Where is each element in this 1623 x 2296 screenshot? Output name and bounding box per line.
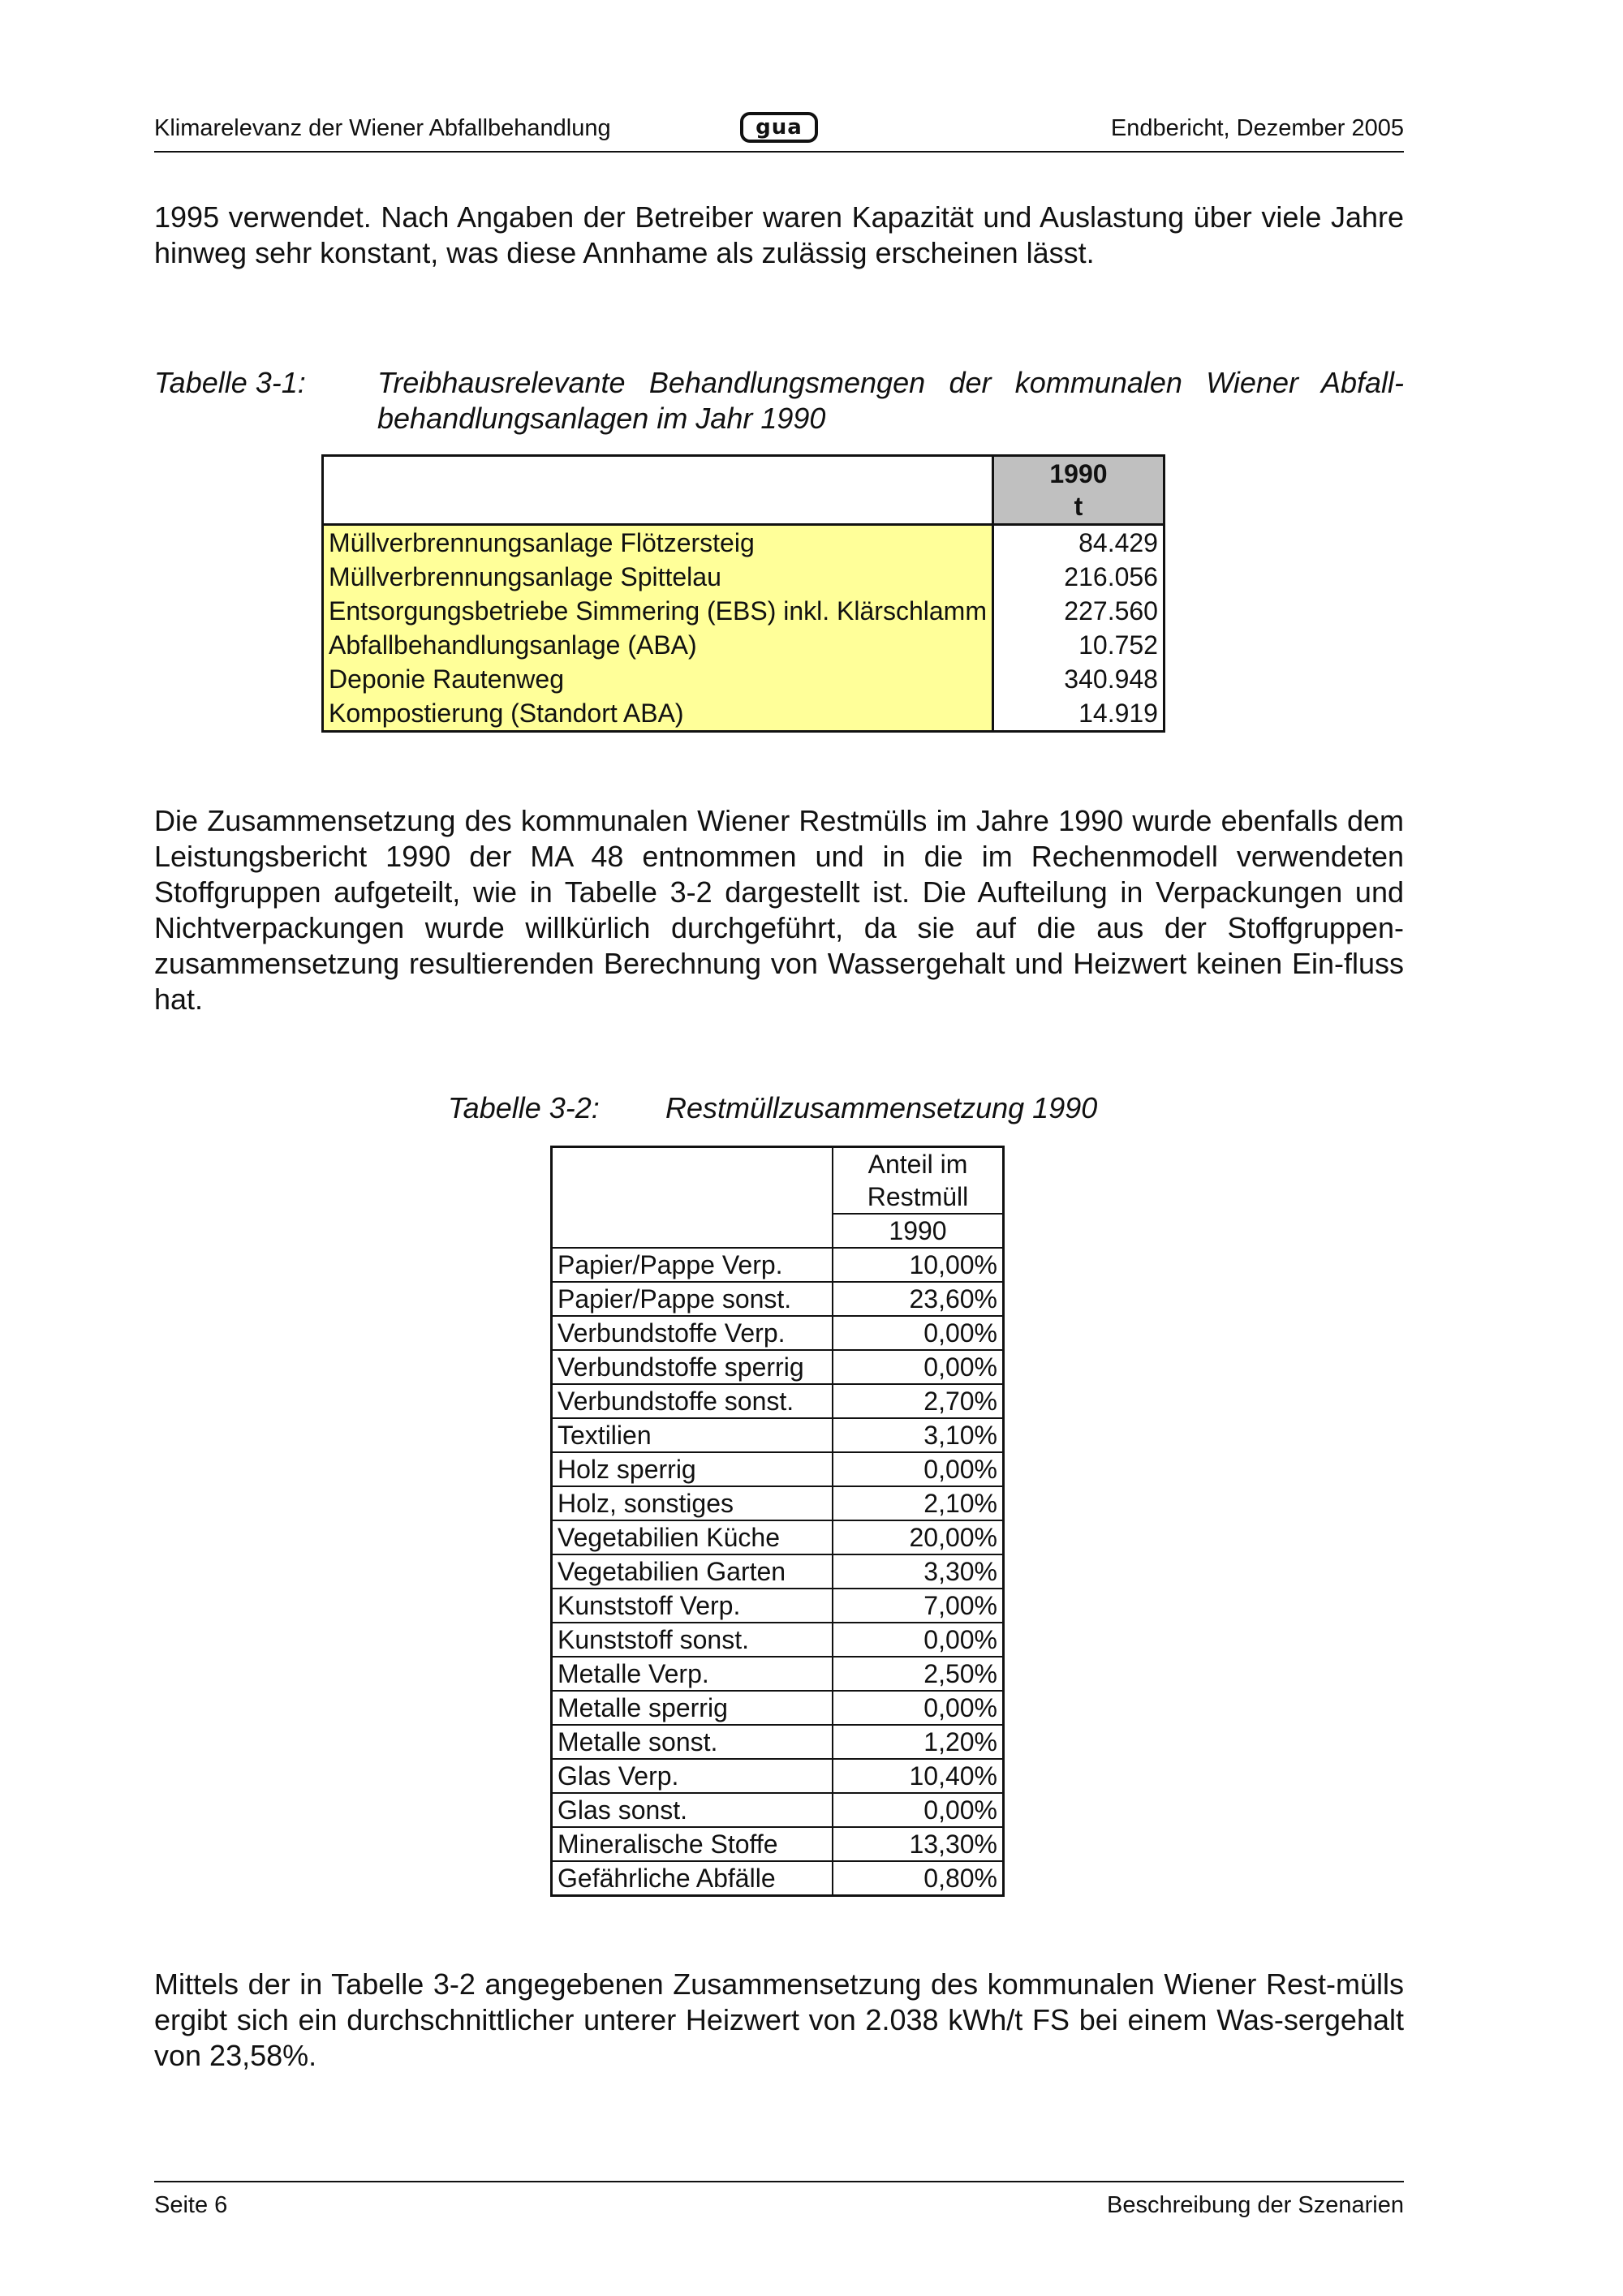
material-share: 0,00% bbox=[833, 1623, 1004, 1657]
material-share: 0,00% bbox=[833, 1350, 1004, 1384]
table-row bbox=[323, 594, 1165, 628]
paragraph-intro: 1995 verwendet. Nach Angaben der Betreiber waren Kapazität und Auslastung über viele Jahre hinweg sehr konstant, was diese Annhame als zulässig erscheinen lässt. bbox=[154, 200, 1404, 269]
table-row bbox=[552, 1657, 1004, 1691]
material-share: 13,30% bbox=[833, 1827, 1004, 1861]
material-name: Glas Verp. bbox=[552, 1759, 833, 1793]
facility-name: Kompostierung (Standort ABA) bbox=[323, 696, 993, 732]
material-name: Holz sperrig bbox=[552, 1452, 833, 1486]
page-number: Seite 6 bbox=[154, 2192, 228, 2218]
material-share: 3,10% bbox=[833, 1418, 1004, 1452]
table-row bbox=[323, 696, 1165, 732]
material-name: Papier/Pappe Verp. bbox=[552, 1248, 833, 1282]
material-share: 10,40% bbox=[833, 1759, 1004, 1793]
page-footer bbox=[154, 2181, 1404, 2221]
table1-header-year bbox=[992, 456, 1164, 525]
table-row bbox=[552, 1623, 1004, 1657]
material-name: Textilien bbox=[552, 1418, 833, 1452]
table-row bbox=[552, 1725, 1004, 1759]
table-row bbox=[323, 662, 1165, 696]
material-name: Kunststoff Verp. bbox=[552, 1589, 833, 1623]
table-row bbox=[552, 1384, 1004, 1418]
table-row bbox=[552, 1827, 1004, 1861]
facility-amount: 84.429 bbox=[1078, 528, 1158, 557]
table2-header-empty bbox=[552, 1147, 833, 1249]
treatment-quantities-table bbox=[321, 454, 1165, 733]
material-name: Vegetabilien Küche bbox=[552, 1520, 833, 1554]
material-name: Gefährliche Abfälle bbox=[552, 1861, 833, 1896]
material-name: Verbundstoffe sonst. bbox=[552, 1384, 833, 1418]
paragraph-heating-value: Mittels der in Tabelle 3-2 angegebenen Zusammensetzung des kommunalen Wiener Rest-mülls ergibt sich ein durchschnittlicher unterer Heizwert von 2.038 kWh/t FS bei einem Was-sergehalt von 23,58%. bbox=[154, 1967, 1404, 2072]
table-row bbox=[323, 628, 1165, 662]
facility-amount: 340.948 bbox=[1064, 664, 1158, 694]
table-row bbox=[552, 1316, 1004, 1350]
residual-waste-composition-table bbox=[550, 1146, 1005, 1897]
material-share: 0,00% bbox=[833, 1452, 1004, 1486]
table1-header-unit-text: t bbox=[1074, 492, 1083, 521]
material-name: Kunststoff sonst. bbox=[552, 1623, 833, 1657]
material-share: 0,00% bbox=[833, 1793, 1004, 1827]
table-row bbox=[552, 1520, 1004, 1554]
table-row bbox=[552, 1554, 1004, 1589]
material-name: Holz, sonstiges bbox=[552, 1486, 833, 1520]
table1-header-empty bbox=[323, 456, 993, 525]
table1-header-year-text: 1990 bbox=[1049, 459, 1108, 488]
table-row bbox=[552, 1486, 1004, 1520]
table-row bbox=[552, 1248, 1004, 1282]
material-name: Papier/Pappe sonst. bbox=[552, 1282, 833, 1316]
table-row bbox=[552, 1861, 1004, 1896]
table-row bbox=[552, 1759, 1004, 1793]
facility-name: Müllverbrennungsanlage Spittelau bbox=[323, 560, 993, 594]
material-name: Vegetabilien Garten bbox=[552, 1554, 833, 1589]
material-name: Glas sonst. bbox=[552, 1793, 833, 1827]
header-title: Klimarelevanz der Wiener Abfallbehandlung bbox=[154, 115, 611, 141]
table-row bbox=[552, 1350, 1004, 1384]
facility-amount: 216.056 bbox=[1064, 562, 1158, 591]
table1-title: Treibhausrelevante Behandlungsmengen der kommunalen Wiener Abfall-behandlungsanlagen im Jahr 1990 bbox=[377, 366, 1404, 435]
material-share: 1,20% bbox=[833, 1725, 1004, 1759]
page-header bbox=[154, 112, 1404, 153]
table2-header-line2: Restmüll bbox=[867, 1182, 969, 1211]
table-row bbox=[552, 1282, 1004, 1316]
table1-header-row bbox=[323, 456, 1165, 525]
table-row bbox=[552, 1793, 1004, 1827]
table2-header-year: 1990 bbox=[833, 1214, 1004, 1248]
material-share: 23,60% bbox=[833, 1282, 1004, 1316]
table2-header-row bbox=[552, 1147, 1004, 1215]
facility-name: Entsorgungsbetriebe Simmering (EBS) inkl. Klärschlamm bbox=[323, 594, 993, 628]
material-share: 0,80% bbox=[833, 1861, 1004, 1896]
material-name: Metalle sonst. bbox=[552, 1725, 833, 1759]
facility-amount: 14.919 bbox=[1078, 699, 1158, 728]
table1-label: Tabelle 3-1: bbox=[154, 366, 306, 399]
table-row bbox=[552, 1589, 1004, 1623]
material-share: 7,00% bbox=[833, 1589, 1004, 1623]
facility-amount: 227.560 bbox=[1064, 596, 1158, 626]
table2-label: Tabelle 3-2: bbox=[448, 1091, 600, 1124]
table-row bbox=[323, 560, 1165, 594]
header-report-date: Endbericht, Dezember 2005 bbox=[1110, 115, 1404, 141]
material-share: 0,00% bbox=[833, 1691, 1004, 1725]
gua-logo bbox=[740, 112, 818, 143]
material-name: Metalle Verp. bbox=[552, 1657, 833, 1691]
table-row bbox=[323, 525, 1165, 561]
table2-header-line1: Anteil im bbox=[867, 1150, 968, 1179]
table2-header-share bbox=[833, 1147, 1004, 1215]
material-name: Verbundstoffe sperrig bbox=[552, 1350, 833, 1384]
material-name: Metalle sperrig bbox=[552, 1691, 833, 1725]
table-row bbox=[552, 1452, 1004, 1486]
material-share: 2,50% bbox=[833, 1657, 1004, 1691]
material-name: Mineralische Stoffe bbox=[552, 1827, 833, 1861]
paragraph-composition: Die Zusammensetzung des kommunalen Wiener Restmülls im Jahre 1990 wurde ebenfalls dem Leistungsbericht 1990 der MA 48 entnommen und in die im Rechenmodell verwendeten Stoffgruppen aufgeteilt, wie in Tabelle 3-2 dargestellt ist. Die Aufteilung in Verpackungen und Nichtverpackungen wurde willkürlich durchgeführt, da sie auf die aus der Stoffgruppen-zusammensetzung resultierenden Berechnung von Wassergehalt und Heizwert keinen Ein-fluss hat. bbox=[154, 804, 1404, 1016]
facility-name: Abfallbehandlungsanlage (ABA) bbox=[323, 628, 993, 662]
footer-section-title: Beschreibung der Szenarien bbox=[1107, 2192, 1404, 2218]
table-row bbox=[552, 1691, 1004, 1725]
facility-name: Deponie Rautenweg bbox=[323, 662, 993, 696]
material-name: Verbundstoffe Verp. bbox=[552, 1316, 833, 1350]
facility-name: Müllverbrennungsanlage Flötzersteig bbox=[323, 525, 993, 561]
material-share: 0,00% bbox=[833, 1316, 1004, 1350]
table-row bbox=[552, 1418, 1004, 1452]
material-share: 10,00% bbox=[833, 1248, 1004, 1282]
material-share: 20,00% bbox=[833, 1520, 1004, 1554]
material-share: 2,70% bbox=[833, 1384, 1004, 1418]
table2-title: Restmüllzusammensetzung 1990 bbox=[665, 1091, 1098, 1124]
material-share: 2,10% bbox=[833, 1486, 1004, 1520]
facility-amount: 10.752 bbox=[1078, 630, 1158, 660]
gua-logo-text: gua bbox=[756, 115, 803, 140]
material-share: 3,30% bbox=[833, 1554, 1004, 1589]
